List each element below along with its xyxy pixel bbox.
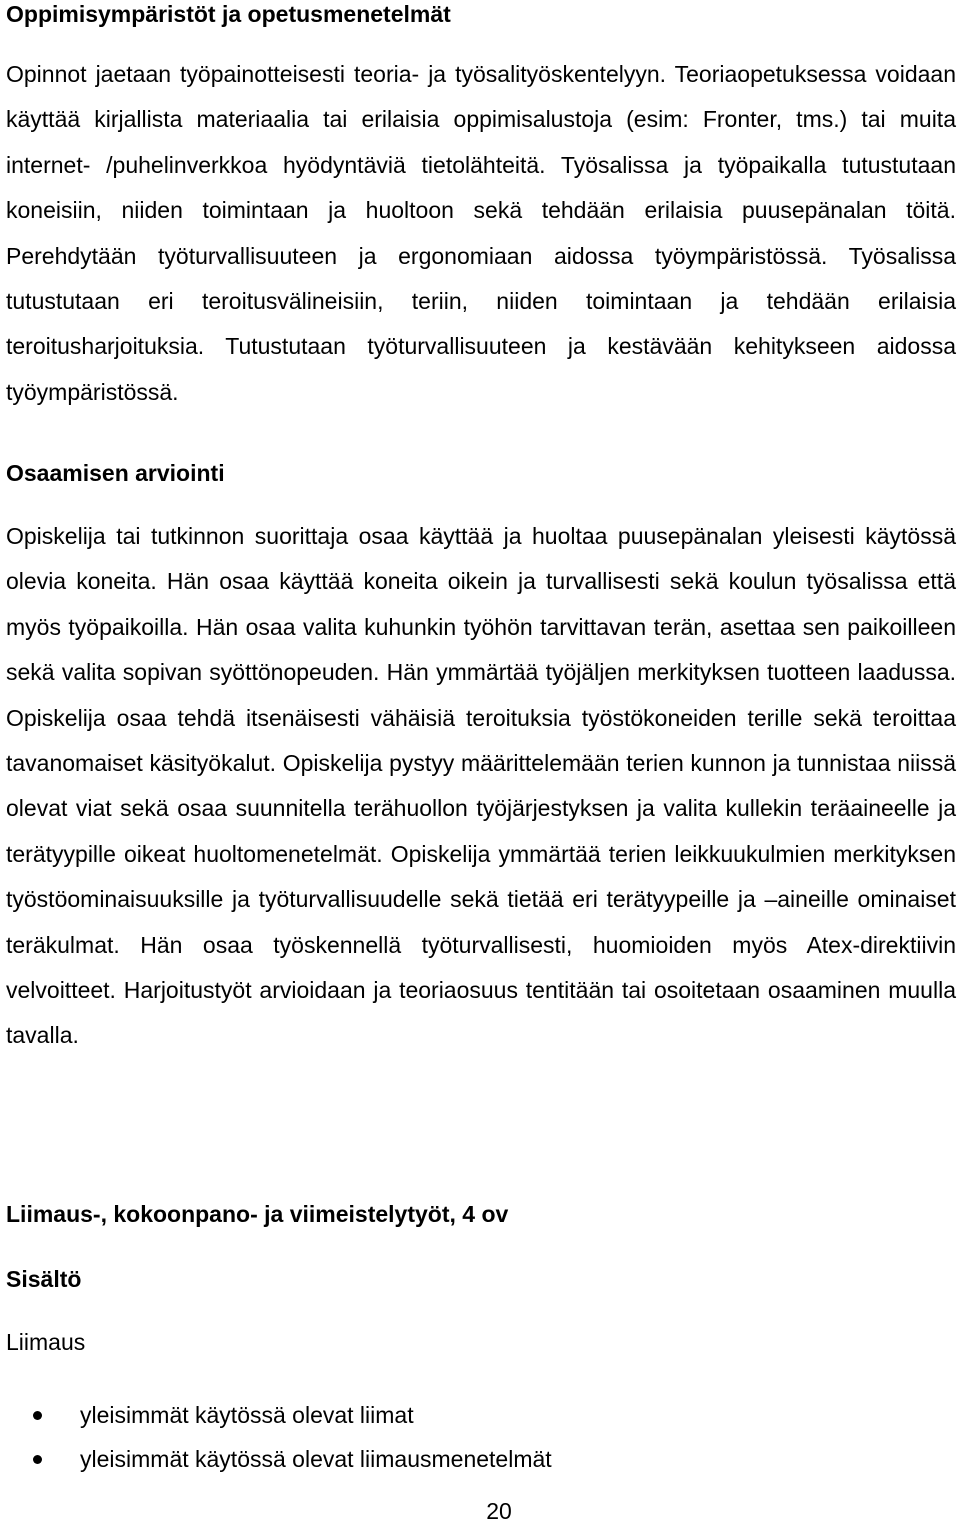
topic-label-gluing: Liimaus bbox=[6, 1329, 86, 1355]
page-number: 20 bbox=[486, 1498, 512, 1524]
gluing-bullet-list bbox=[6, 1401, 956, 1489]
section-heading-assessment: Osaamisen arviointi bbox=[6, 460, 225, 486]
list-item bbox=[6, 1401, 956, 1445]
assessment-paragraph: Opiskelija tai tutkinnon suorittaja osaa käyttää ja huoltaa puusepänalan yleisesti käytössä olevia koneita. Hän osaa käyttää koneita oikein ja turvallisesti sekä koulun työsalissa että myös työpaikoilla. Hän osaa valita kuhunkin työhön tarvittavan terän, asettaa sen paikoilleen sekä valita sopivan syöttönopeuden. Hän ymmärtää työjäljen merkityksen tuotteen laadussa. Opiskelija osaa tehdä itsenäisesti vähäisiä teroituksia työstökoneiden terille sekä teroittaa tavanomaiset käsityökalut. Opiskelija pystyy määrittelemään terien kunnon ja tunnistaa niissä olevat viat sekä osaa suunnitella terähuollon työjärjestyksen ja valita kullekin teräaineelle ja terätyypille oikeat huoltomenetelmät. Opiskelija ymmärtää terien leikkuukulmien merkityksen työstöominaisuuksille ja työturvallisuudelle sekä tietää eri terätyypeille ja –aineille ominaiset teräkulmat. Hän osaa työskennellä työturvallisesti, huomioiden myös Atex-direktiivin velvoitteet. Harjoitustyöt arvioidaan ja teoriaosuus tentitään tai osoitetaan osaaminen muulla tavalla. bbox=[6, 523, 956, 1049]
bullet-icon bbox=[33, 1411, 42, 1420]
list-item bbox=[6, 1445, 956, 1489]
learning-environments-paragraph: Opinnot jaetaan työpainotteisesti teoria- ja työsalityöskentelyyn. Teoriaopetuksessa voidaan käyttää kirjallista materiaalia tai erilaisia oppimisalustoja (esim: Fronter, tms.) tai muita internet- /puhelinverkkoa hyödyntäviä tietolähteitä. Työsalissa ja työpaikalla tutustutaan koneisiin, niiden toimintaan ja huoltoon sekä tehdään erilaisia puusepänalan töitä. Perehdytään työturvallisuuteen ja ergonomiaan aidossa työympäristössä. Työsalissa tutustutaan eri teroitusvälineisiin, teriin, niiden toimintaan ja tehdään erilaisia teroitusharjoituksia. Tutustutaan työturvallisuuteen ja kestävään kehitykseen aidossa työympäristössä. bbox=[6, 61, 956, 405]
bullet-icon bbox=[33, 1455, 42, 1464]
section-heading-learning-environments: Oppimisympäristöt ja opetusmenetelmät bbox=[6, 1, 451, 27]
list-item-text: yleisimmät käytössä olevat liimausmenetelmät bbox=[80, 1446, 552, 1472]
list-item-text: yleisimmät käytössä olevat liimat bbox=[80, 1402, 414, 1428]
section-heading-gluing-assembly: Liimaus-, kokoonpano- ja viimeistelytyöt, 4 ov bbox=[6, 1201, 509, 1227]
content-subheading: Sisältö bbox=[6, 1266, 82, 1292]
